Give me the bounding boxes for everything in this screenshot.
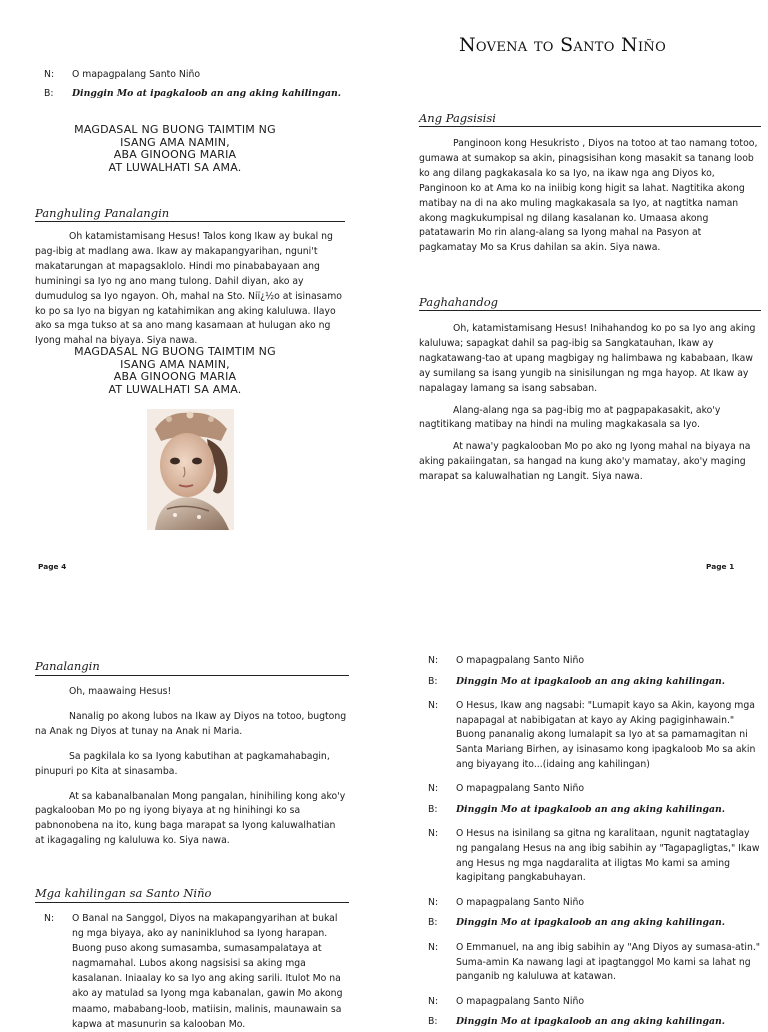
kahilingan-first-item [44, 911, 348, 1032]
item-label: N: [428, 828, 439, 840]
item-text: Dinggin Mo at ipagkaloob an ang aking kahilingan. [456, 675, 725, 687]
pagsisisi-heading: Ang Pagsisisi [419, 111, 496, 125]
instruction-line: ISANG AMA NAMIN, [120, 357, 230, 371]
instruction-line: MAGDASAL NG BUONG TAIMTIM NG [74, 123, 276, 136]
pagsisisi-text: Panginoon kong Hesukristo , Diyos na totoo at tao namang totoo, gumawa at sumakop sa akin, pinagsisihan kong masakit sa tanang loob ko ang dilang pagkakasala ko sa Iyo, na ikaw nga ang Diyos ko, Panginoon ko at Ama ko na iniibig kong higit sa lahat. Nagtitika akong matibay na di na ako muling magkakasala sa Iyo, at nagtitka naman akong magkukumpisal ng dilang kasalanan ko. Umaasa akong patatawarin Mo rin alang-alang sa Iyong mahal na Pasyon at pagkamatay Mo sa Krus dahilan sa akin. Siya nawa. [419, 138, 758, 254]
paghahandog-heading: Paghahandog [419, 295, 499, 309]
item-label: B: [428, 803, 438, 815]
item-label: N: [428, 700, 439, 712]
book-title: Novena to Santo Niño [459, 34, 667, 56]
section-heading-rule [35, 655, 349, 676]
list-item [428, 1015, 763, 1030]
instruction-line: ABA GINOONG MARIA [113, 148, 237, 162]
item-label: B: [428, 1016, 438, 1028]
item-label: B: [428, 917, 438, 929]
paragraph: Sa pagkilala ko sa Iyong kabutihan at pagkamahabagin, pinupuri po Kita at sinasamba. [35, 750, 330, 777]
call-label: N: [44, 69, 55, 80]
list-item [428, 941, 763, 985]
list-item [428, 827, 763, 885]
paragraph: Oh, maawaing Hesus! [69, 686, 172, 697]
paragraph: Alang-alang nga sa pag-ibig mo at pagpapakasakit, ako'y nagtitikang matibay na hindi na muling magkakasala sa Iyo. [419, 404, 721, 431]
item-text: O Emmanuel, na ang ibig sabihin ay "Ang Diyos ay sumasa-atin." Suma-amin Ka nawang lagi at ipagtanggol Mo kami sa lahat ng panganib ng kaluluwa at katawan. [456, 941, 761, 983]
instruction-line: MAGDASAL NG BUONG TAIMTIM NG [74, 345, 276, 358]
paragraph: Oh, katamistamisang Hesus! Inihahandog ko po sa Iyo ang aking kaluluwa; sapagkat dahil sa pag-ibig sa Sangkatauhan, Ikaw ay nagkatawang-tao at upang magbigay ng halimbawa ng kababaan, Ikaw ay sumilang sa isang yungib na sinisilungan ng mga hayop. At Ikaw ay napalagay lamang sa isang sabsaban. [419, 323, 756, 394]
item-text: O mapagpalang Santo Niño [456, 896, 585, 908]
prayer-instruction [35, 124, 315, 174]
page4-top-responses [44, 68, 344, 101]
paghahandog-body [419, 322, 761, 485]
list-item [428, 896, 763, 911]
item-text: Dinggin Mo at ipagkaloob an ang aking kahilingan. [456, 803, 725, 815]
instruction-line: AT LUWALHATI SA AMA. [108, 160, 242, 174]
kahilingan-list [428, 654, 763, 1030]
list-item [428, 675, 763, 690]
list-item [428, 782, 763, 797]
instruction-line: AT LUWALHATI SA AMA. [108, 382, 242, 396]
item-text: O Hesus, Ikaw ang nagsabi: "Lumapit kayo sa Akin, kayong mga napapagal at nabibigatan at kayo ay Aking pagiginhawain." Buong pananalig akong lumalapit sa Iyo at sa pamamagitan ni Santa Mariang Birhen, ay isinasamo kong ipagkaloob Mo sa akin ang biyayang ito...(idaing ang kahilingan) [456, 700, 756, 770]
item-label: N: [428, 941, 439, 953]
paragraph: At nawa'y pagkalooban Mo po ako ng Iyong mahal na biyaya na aking pakaiingatan, sa hangad na kung ako'y mamatay, ako'y maging marapat sa kaluwalhatian ng Langit. Siya nawa. [419, 441, 751, 483]
call-text: O mapagpalang Santo Niño [72, 69, 201, 80]
panalangin-heading: Panalangin [35, 659, 100, 673]
panalangin-body [35, 685, 347, 849]
panghuling-heading: Panghuling Panalangin [35, 206, 170, 220]
item-label: N: [428, 995, 439, 1007]
santo-nino-image [147, 409, 234, 530]
item-text: Dinggin Mo at ipagkaloob an ang aking kahilingan. [456, 1016, 725, 1028]
item-text: Dinggin Mo at ipagkaloob an ang aking kahilingan. [456, 917, 725, 929]
page-number: Page 4 [38, 562, 67, 571]
paragraph: At sa kabanalbanalan Mong pangalan, hinihiling kong ako'y pagkalooban Mo po ng iyong biyaya at ng hinihingi ko sa pabnonobena na ito, kung baga marapat sa Iyong kaluwalhatian at ikagagaling ng kaluluwa ko. Siya nawa. [35, 790, 346, 847]
prayer-instruction [35, 346, 315, 396]
call-line [44, 68, 344, 83]
section-heading-rule [419, 107, 761, 127]
call-text: O Banal na Sanggol, Diyos na makapangyarihan at bukal ng mga biyaya, ako ay naninikluhod sa Iyong harapan. Buong puso akong sumasamba, sumasampalataya at nagmamahal. Lubos akong nagsisisi sa aking mga kasalanan. Iniaalay ko sa Iyo ang aking sarili. Itulot Mo na ako ay matulad sa Iyong mga kabanalan, gawin Mo akong maamo, mababang-loob, matiisin, malinis, maunawain sa kapwa at masunurin sa kalooban Mo. [72, 913, 343, 1030]
response-label: B: [44, 87, 54, 99]
page-number: Page 1 [706, 562, 735, 571]
list-item [428, 699, 763, 772]
section-heading-rule [35, 202, 345, 222]
panghuling-text: Oh katamistamisang Hesus! Talos kong Ikaw ay bukal ng pag-ibig at madlang awa. Ikaw ay makapangyarihan, nguni't makatarungan at mapagsaklolo. Hindi mo pinababayaan ang huminingi sa Iyo ng ano mang tulong. Dahil diyan, ako ay dumudulog sa Iyo ngayon. Oh, mahal na Sto. Niï¿½o at isinasamo ko po sa Iyo na bigyan ng katahimikan ang aking kaluluwa. Ilayo ako sa mga tukso at sa ano mang kasamaan at hulugan ako ng Iyong mahal na biyaya. Siya nawa. [35, 231, 342, 347]
section-heading-rule [35, 882, 349, 903]
item-text: O mapagpalang Santo Niño [456, 655, 585, 666]
call-label: N: [44, 913, 55, 924]
item-text: O Hesus na isinilang sa gitna ng karalitaan, ngunit nagtataglay ng pangalang Hesus na ang ibig sabihin ay "Tagapagligtas," Ikaw ang Hesus ng mga nagdaralita at iligtas Mo kami sa aming kagipitang pangkabuhayan. [456, 828, 760, 884]
paragraph: Nanalig po akong lubos na Ikaw ay Diyos na totoo, bugtong na Anak ng Diyos at tunay na Anak ni Maria. [35, 710, 347, 737]
list-item [428, 654, 763, 669]
response-line [44, 87, 344, 102]
item-text: O mapagpalang Santo Niño [456, 995, 585, 1007]
item-label: N: [428, 896, 439, 908]
list-item [428, 916, 763, 931]
item-text: O mapagpalang Santo Niño [456, 783, 585, 795]
instruction-line: ISANG AMA NAMIN, [120, 135, 230, 149]
item-label: B: [428, 675, 438, 687]
instruction-line: ABA GINOONG MARIA [113, 370, 237, 384]
kahilingan-heading: Mga kahilingan sa Santo Niño [35, 886, 212, 900]
list-item [428, 995, 763, 1010]
item-label: N: [428, 783, 439, 795]
response-text: Dinggin Mo at ipagkaloob an ang aking kahilingan. [72, 87, 341, 99]
item-label: N: [428, 655, 439, 666]
section-heading-rule [419, 291, 761, 311]
list-item [428, 803, 763, 818]
